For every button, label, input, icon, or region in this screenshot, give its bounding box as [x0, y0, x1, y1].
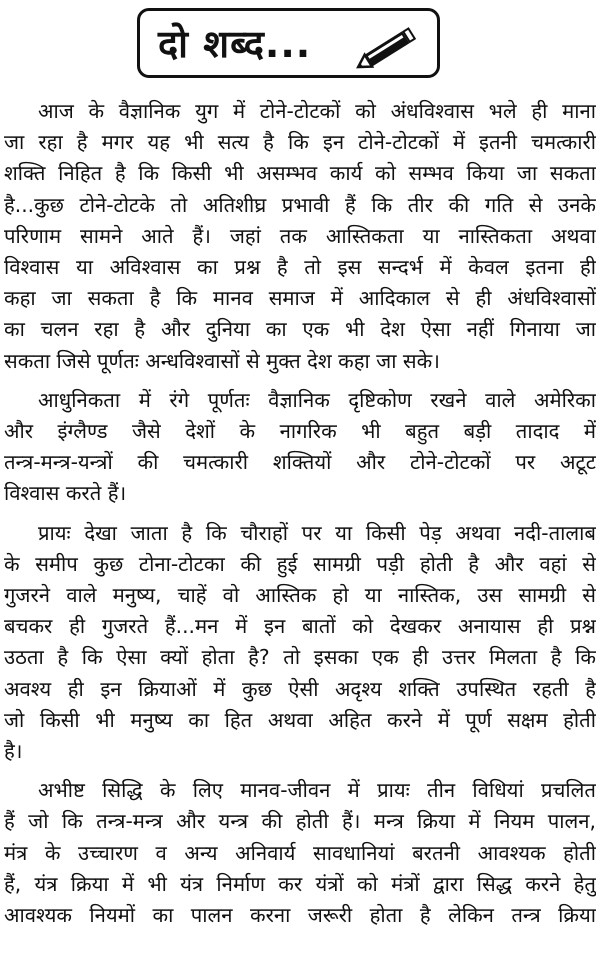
text-line: शक्ति निहित है कि किसी भी असम्भव कार्य को सम्भव किया जा सकता	[4, 161, 596, 186]
pencil-icon	[351, 25, 423, 73]
text-line: जा रहा है मगर यह भी सत्य है कि इन टोने-टोटकों में इतनी चमत्कारी	[4, 130, 596, 155]
text-line: आवश्यक नियमों का पालन करना जरूरी होता है लेकिन तन्त्र क्रिया	[4, 903, 596, 928]
text-line: सकता जिसे पूर्णतः अन्धविश्वासों से मुक्त देश कहा जा सके।	[4, 348, 440, 373]
text-line: अभीष्ट सिद्धि के लिए मानव-जीवन में प्रायः तीन विधियां प्रचलित	[38, 778, 596, 803]
text-line: के समीप कुछ टोना-टोटका की हुई सामग्री पड़ी होती है और वहां से	[4, 551, 596, 576]
text-line: जो किसी भी मनुष्य का हित अथवा अहित करने में पूर्ण सक्षम होती	[4, 707, 596, 732]
text-line: और इंग्लैण्ड जैसे देशों के नागरिक भी बहुत बड़ी तादाद में	[4, 419, 596, 444]
text-line: आज के वैज्ञानिक युग में टोने-टोटकों को अंधविश्वास भले ही माना	[38, 99, 596, 123]
text-line: विश्वास या अविश्वास का प्रश्न है तो इस सन्दर्भ में केवल इतना ही	[4, 255, 596, 280]
text-line: आधुनिकता में रंगे पूर्णतः वैज्ञानिक दृष्टिकोण रखने वाले अमेरिका	[38, 387, 596, 412]
text-line: प्रायः देखा जाता है कि चौराहों पर या किसी पेड़ अथवा नदी-तालाब	[38, 520, 596, 545]
title-box	[137, 8, 440, 78]
text-line: विश्वास करते हैं।	[4, 481, 127, 506]
text-line: हैं, यंत्र क्रिया में भी यंत्र निर्माण कर यंत्रों को मंत्रों द्वारा सिद्ध करने हेतु	[4, 871, 596, 896]
text-line: मंत्र के उच्चारण व अन्य अनिवार्य सावधानियां बरतनी आवश्यक होती	[4, 840, 596, 865]
document-body	[4, 96, 596, 939]
text-line: उठता है कि ऐसा क्यों होता है? तो इसका एक ही उत्तर मिलता है कि	[4, 645, 596, 670]
text-line: परिणाम सामने आते हैं। जहां तक आस्तिकता या नास्तिकता अथवा	[4, 223, 596, 248]
text-line: गुजरने वाले मनुष्य, चाहें वो आस्तिक हो या नास्तिक, उस सामग्री से	[4, 583, 596, 608]
text-line: है।	[4, 739, 23, 764]
text-line: बचकर ही गुजरते हैं...मन में इन बातों को देखकर अनायास ही प्रश्न	[4, 614, 596, 639]
paragraph-2	[4, 385, 596, 510]
text-line: का चलन रहा है और दुनिया का एक भी देश ऐसा नहीं गिनाया जा	[4, 317, 596, 342]
text-line: कहा जा सकता है कि मानव समाज में आदिकाल से ही अंधविश्वासों	[4, 286, 596, 311]
text-line: तन्त्र-मन्त्र-यन्त्रों की चमत्कारी शक्तियों और टोने-टोटकों पर अटूट	[4, 450, 596, 475]
text-line: अवश्य ही इन क्रियाओं में कुछ ऐसी अदृश्य शक्ति उपस्थित रहती है	[4, 676, 596, 701]
paragraph-1	[4, 96, 596, 377]
text-line: हैं जो कि तन्त्र-मन्त्र और यन्त्र की होती हैं। मन्त्र क्रिया में नियम पालन,	[4, 809, 596, 834]
paragraph-3	[4, 518, 596, 768]
page-title: दो शब्द...	[158, 22, 312, 66]
text-line: है...कुछ टोने-टोटके तो अतिशीघ्र प्रभावी हैं कि तीर की गति से उनके	[4, 192, 596, 217]
paragraph-4	[4, 775, 596, 931]
